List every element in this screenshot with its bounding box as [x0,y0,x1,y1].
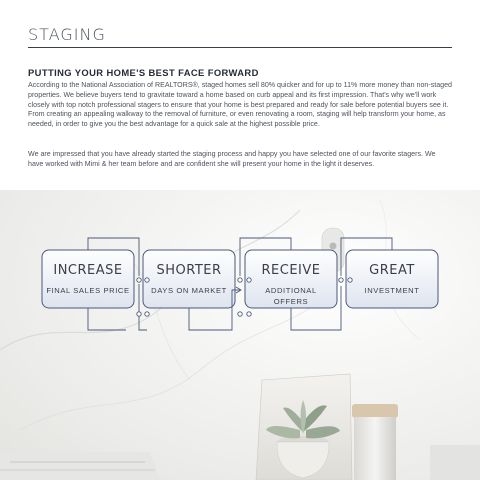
benefit-title: INCREASE [53,263,123,278]
page-title: STAGING [28,25,106,44]
benefit-title: RECEIVE [261,263,321,278]
stager-paragraph: We are impressed that you have already started the staging process and happy you have selected one of our favorite stagers. We have worked with Mimi & her team before and are confident she will present your home in the light it deserves. [28,150,436,168]
text-section [0,0,480,190]
benefit-shorter [143,250,235,308]
staging-benefits-flow [0,190,480,480]
benefit-subtitle: FINAL SALES PRICE [46,286,130,295]
title-divider [28,47,452,48]
benefit-subtitle: INVESTMENT [364,286,420,295]
intro-paragraph: According to the National Association of REALTORS®, staged homes sell 80% quicker and for up to 11% more money than non-staged properties. We believe buyers tend to gravitate toward a home based on curb appeal and its first impression. That's why we'll work closely with top notch professional stagers to ensure that your home is best prepared and ready for sale before potential buyers see it. From creating an appealing walkway to the removal of furniture, or even renovating a room, staging will help transform your home, as needed, in order to give you the best advantage for a quick sale at the highest possible price. [28,81,452,129]
benefit-title: GREAT [369,263,415,278]
section-heading: PUTTING YOUR HOME'S BEST FACE FORWARD [28,67,259,78]
benefit-subtitle: DAYS ON MARKET [151,286,227,295]
benefit-title: SHORTER [156,263,222,278]
benefit-increase [42,250,134,308]
benefit-receive [245,250,337,308]
flow-connectors [0,190,480,480]
benefit-great [346,250,438,308]
benefit-subtitle: ADDITIONAL OFFERS [265,286,317,306]
